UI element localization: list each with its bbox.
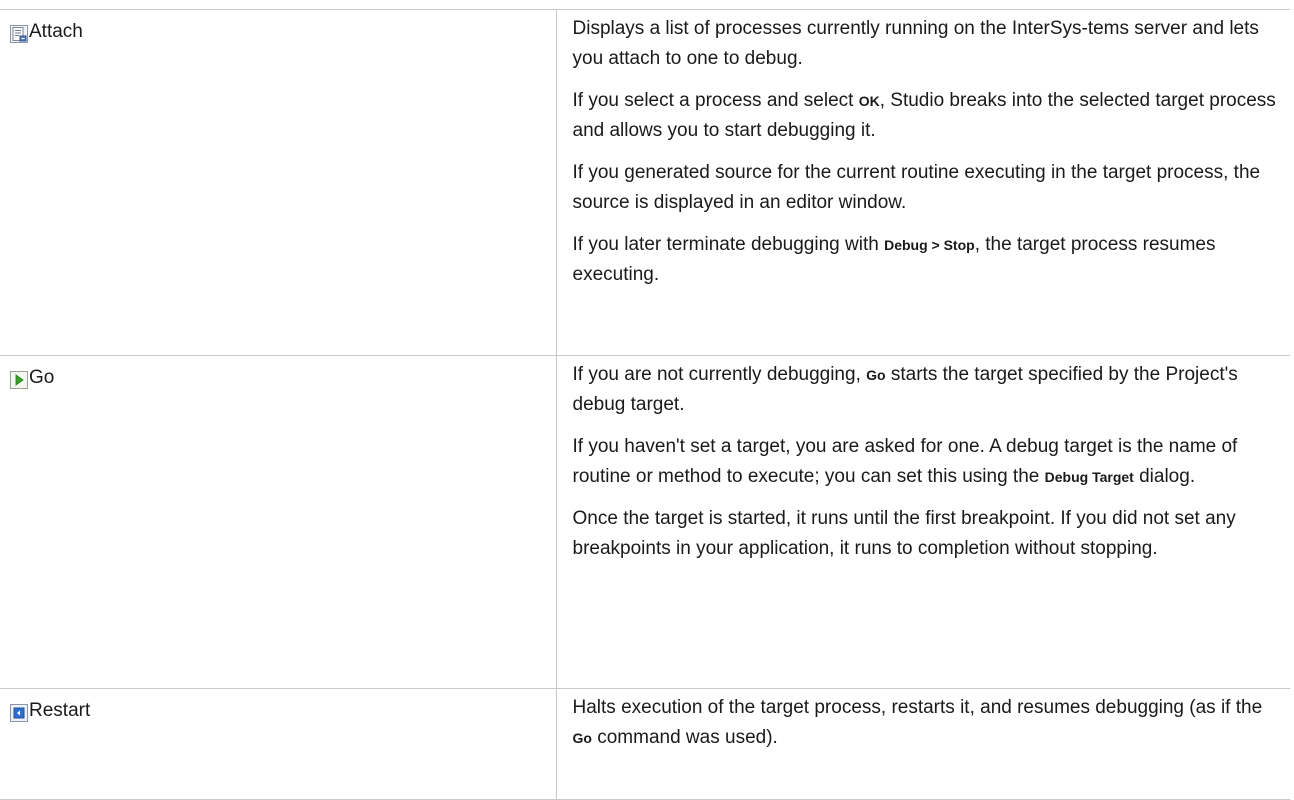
table-row-attach <box>0 10 1290 356</box>
command-cell <box>0 689 556 800</box>
ui-term: Debug > Stop <box>884 237 975 253</box>
description-cell <box>556 356 1290 689</box>
ui-term: Debug Target <box>1044 469 1134 485</box>
table-row-restart <box>0 689 1290 800</box>
description-paragraph: Displays a list of processes currently running on the InterSys-tems server and lets you attach to one to debug. <box>572 18 1259 69</box>
description-paragraph: Halts execution of the target process, restarts it, and resumes debugging (as if the Go command was used). <box>572 697 1263 748</box>
description-cell <box>556 10 1290 356</box>
command-cell <box>0 356 556 689</box>
command-attach <box>0 10 556 43</box>
description-paragraph: If you are not currently debugging, Go starts the target specified by the Project's debug target. <box>572 364 1238 415</box>
ui-term: Go <box>572 730 592 746</box>
description-cell <box>556 689 1290 800</box>
play-icon <box>10 371 28 389</box>
command-label: Attach <box>29 21 83 42</box>
command-label: Go <box>29 367 55 388</box>
description-paragraph: If you haven't set a target, you are asked for one. A debug target is the name of routine or method to execute; you can set this using the Debug Target dialog. <box>572 436 1238 487</box>
table-row-go <box>0 356 1290 689</box>
ui-term: OK <box>858 93 880 109</box>
description-paragraph: Once the target is started, it runs until the first breakpoint. If you did not set any breakpoints in your application, it runs to completion without stopping. <box>572 508 1236 559</box>
attach-icon <box>10 25 28 43</box>
command-label: Restart <box>29 700 91 721</box>
debug-commands-table <box>0 9 1290 800</box>
ui-term: Go <box>866 367 886 383</box>
command-cell <box>0 10 556 356</box>
command-restart <box>0 689 556 722</box>
description-paragraph: If you generated source for the current routine executing in the target process, the source is displayed in an editor window. <box>572 162 1261 213</box>
description-paragraph: If you select a process and select OK, Studio breaks into the selected target process and allows you to start debugging it. <box>572 90 1276 141</box>
description-paragraph: If you later terminate debugging with Debug > Stop, the target process resumes executing. <box>572 234 1216 285</box>
restart-icon <box>10 704 28 722</box>
command-go <box>0 356 556 389</box>
